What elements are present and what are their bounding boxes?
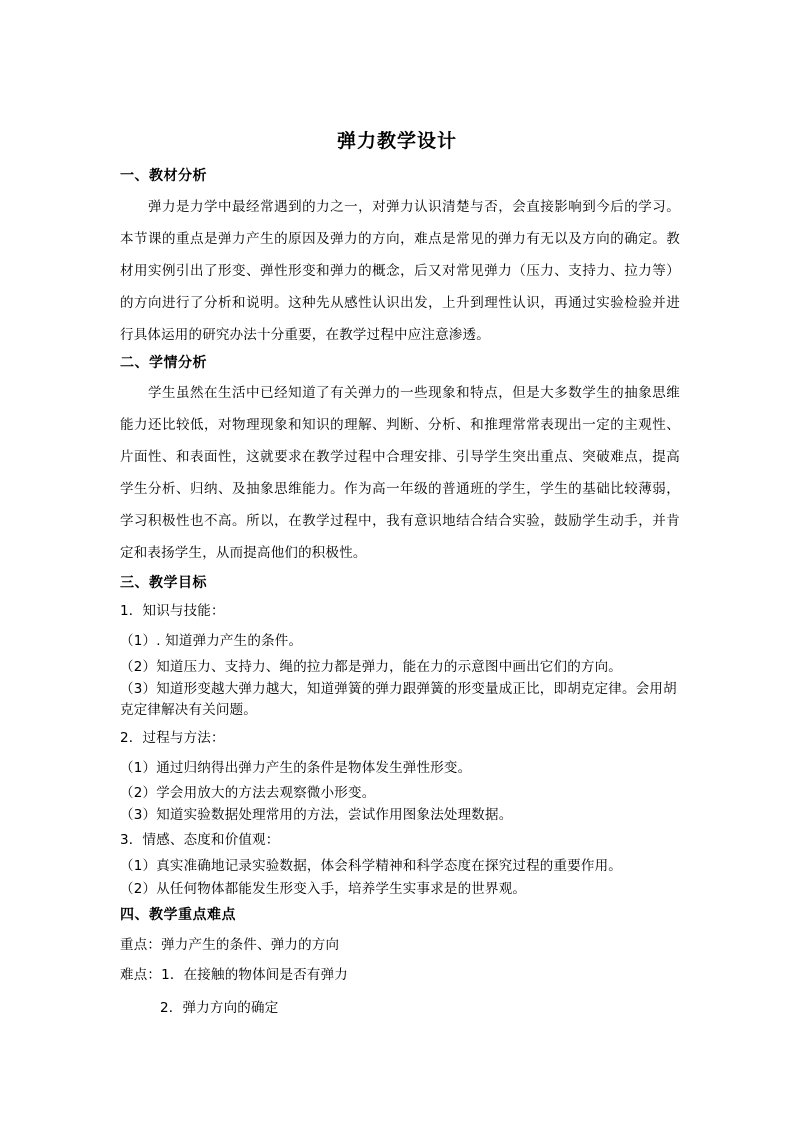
section-heading-student-analysis: 二、学情分析 [120,355,207,371]
objective-process-label: 2．过程与方法： [120,730,225,746]
objective-knowledge-item-2: （2）知道压力、支持力、绳的拉力都是弹力，能在力的示意图中画出它们的方向。 [120,659,622,675]
objective-knowledge-item-3: （3）知道形变越大弹力越大，知道弹簧的弹力跟弹簧的形变量成正比，即胡克定律。会用胡克定律解决有关问题。 [120,681,677,718]
section-heading-key-points: 四、教学重点难点 [120,907,236,923]
paragraph-textbook-analysis: 弹力是力学中最经常遇到的力之一，对弹力认识清楚与否，会直接影响到今后的学习。本节课的重点是弹力产生的原因及弹力的方向，难点是常见的弹力有无以及方向的确定。教材用实例引出了形变、弹性形变和弹力的概念，后又对常见弹力（压力、支持力、拉力等）的方向进行了分析和说明。这种先从感性认识出发，上升到理性认识，再通过实验检验并进行具体运用的研究办法十分重要，在教学过程中应注意渗透。 [120,199,680,343]
document-title: 弹力教学设计 [336,130,457,152]
key-point-line: 重点：弹力产生的条件、弹力的方向 [120,937,340,953]
section-heading-textbook-analysis: 一、教材分析 [120,168,207,184]
objective-process-item-2: （2）学会用放大的方法去观察微小形变。 [120,785,376,801]
section-heading-teaching-objectives: 三、教学目标 [120,575,207,591]
paragraph-student-analysis: 学生虽然在生活中已经知道了有关弹力的一些现象和特点，但是大多数学生的抽象思维能力还比较低，对物理现象和知识的理解、判断、分析、和推理常常表现出一定的主观性、片面性、和表面性，这就要求在教学过程中合理安排、引导学生突出重点、突破难点，提高学生分析、归纳、及抽象思维能力。作为高一年级的普通班的学生，学生的基础比较薄弱，学习积极性也不高。所以，在教学过程中，我有意识地结合结合实验，鼓励学生动手，并肯定和表扬学生，从而提高他们的积极性。 [120,385,680,561]
objective-process-item-3: （3）知道实验数据处理常用的方法，尝试作用图象法处理数据。 [120,807,513,823]
objective-emotion-label: 3．情感、态度和价值观： [120,832,280,848]
objective-emotion-item-2: （2）从任何物体都能发生形变入手，培养学生实事求是的世界观。 [120,881,527,897]
objective-process-item-1: （1）通过归纳得出弹力产生的条件是物体发生弹性形变。 [120,760,472,776]
objective-knowledge-item-1: （1）. 知道弹力产生的条件。 [120,633,303,649]
difficulty-line-2: 2．弹力方向的确定 [160,1000,279,1016]
objective-emotion-item-1: （1）真实准确地记录实验数据，体会科学精神和科学态度在探究过程的重要作用。 [120,858,622,874]
difficulty-line-1: 难点：1．在接触的物体间是否有弹力 [120,967,348,983]
objective-knowledge-label: 1．知识与技能： [120,603,225,619]
